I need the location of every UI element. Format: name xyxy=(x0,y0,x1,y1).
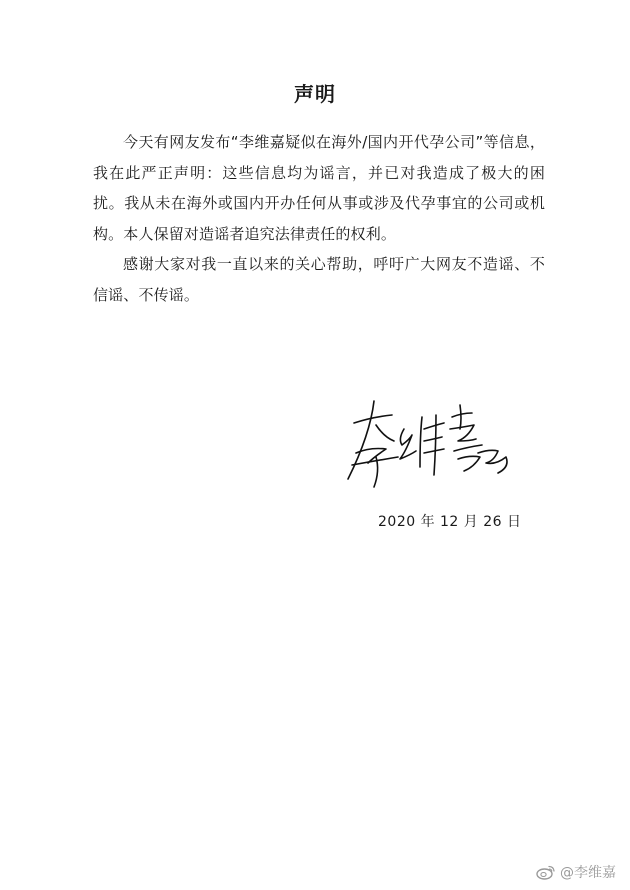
weibo-icon xyxy=(536,864,556,880)
handwritten-signature xyxy=(340,395,520,495)
statement-date: 2020 年 12 月 26 日 xyxy=(378,514,522,530)
statement-body xyxy=(93,127,545,310)
document-title: 声明 xyxy=(294,82,336,106)
paragraph-1: 今天有网友发布“李维嘉疑似在海外/国内开代孕公司”等信息，我在此严正声明：这些信息均为谣言，并已对我造成了极大的困扰。我从未在海外或国内开办任何从事或涉及代孕事宜的公司或机构。本人保留对造谣者追究法律责任的权利。 xyxy=(93,133,545,243)
watermark-text: @李维嘉 xyxy=(560,865,616,881)
paragraph-2: 感谢大家对我一直以来的关心帮助，呼吁广大网友不造谣、不信谣、不传谣。 xyxy=(93,255,545,304)
weibo-watermark xyxy=(536,862,616,882)
